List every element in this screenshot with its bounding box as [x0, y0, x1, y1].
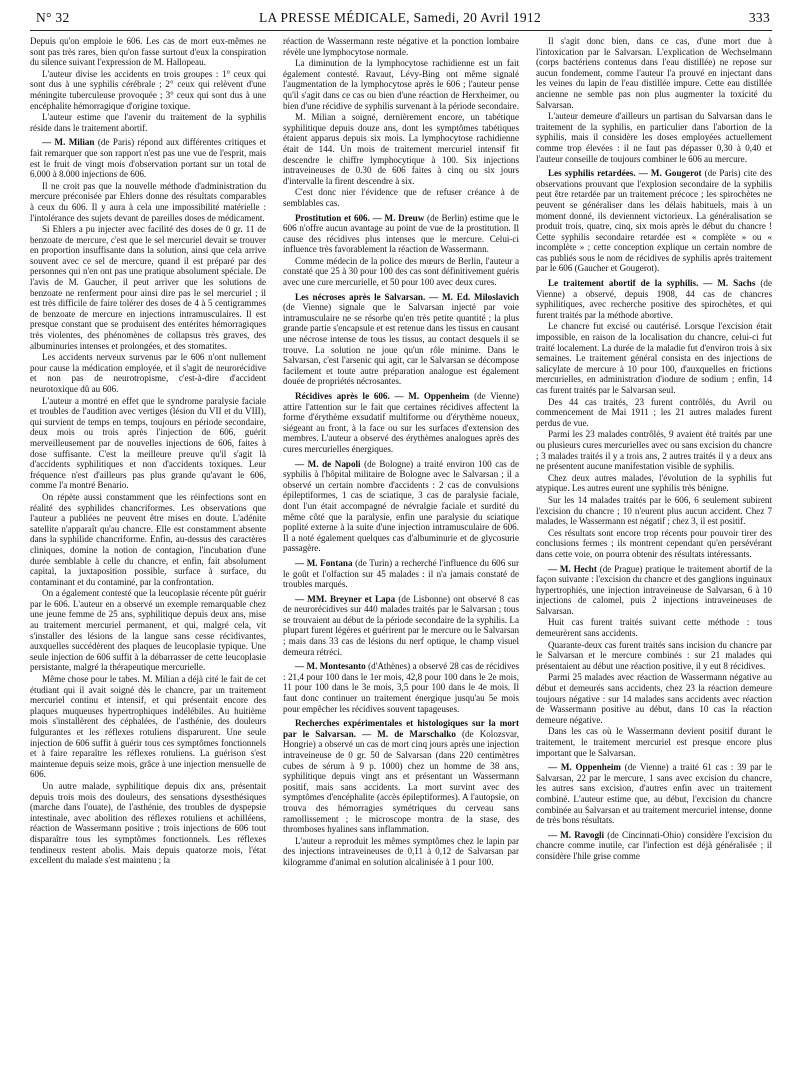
paragraph-text: (de Turin) a recherché l'influence du 606 sur le goût et l'olfaction sur 45 malades : il n'a jamais constaté de troubles marqués. — [283, 557, 519, 590]
section-lead: Prostitution et 606. — M. Dreuw — [295, 212, 425, 223]
paragraph-text: (d'Athènes) a observé 28 cas de récidives : 21,4 pour 100 dans le 1er mois, 42,8 pour 100 dans le 2e mois, 11 pour 100 dans le 3e mois, 3,5 pour 100 dans le 4e mois. Il faut donc continuer un traitement énergique jusqu'au 5e mois pour empêcher les récidives souvent tapageuses. — [283, 661, 519, 714]
paragraph — [283, 112, 519, 186]
paragraph — [536, 321, 772, 395]
paragraph — [283, 558, 519, 590]
section-lead: Les nécroses après le Salvarsan. — M. Ed. Miloslavich — [295, 291, 519, 302]
paragraph-text: (de Prague) pratique le traitement abortif de la façon suivante : l'excision du chancre et des ganglions inguinaux hypertrophiés, une injection intraveineuse de Salvarsan, 6 à 10 injections de calomel, puis 2 injections intraveineuses de Salvarsan. — [536, 563, 772, 616]
paragraph-text: (de Vienne) signale que le Salvarsan injecté par voie intramusculaire ne se résorbe qu'en très petite quantité ; la plus grande partie s'encapsule et est retenue dans les tissus en causant une nécrose intense de tous les tissus, au contact desquels il se trouve. La solution ne joue qu'un rôle minime. Dans le Salvarsan, c'est l'arsenic qui agit, car le Salvarsan se décompose facilement et toute autre préparation analogue est également douée de propriétés nécrosantes. — [283, 302, 519, 387]
section-lead: Les syphilis retardées. — M. Gougerot — [548, 168, 702, 179]
paragraph-text: L'auteur a montré en effet que le syndrome paralysie faciale et troubles de l'audition avec vertiges (lésion du VII et du VIII), qui survient de temps en temps, toujours en période secondaire, deux mois ou trois après l'injection de 606, guérit merveilleusement par de nouvelles injections de 606, faites à dose suffisante. C'est la meilleure preuve qu'il s'agit là d'accidents syphilitiques et non d'accidents toxiques. Leur fréquence n'est d'ailleurs pas plus grande qu'avant le 606, comme l'a montré Benario. — [30, 395, 266, 491]
paragraph-text: (de Bologne) a traité environ 100 cas de syphilis à l'hôpital militaire de Bologne avec le Salvarsan ; il a observé un certain nombre d'accidents : 2 cas de convulsions épileptiformes, 1 cas de sciatique, 3 cas de paralysie faciale, dont l'un était accompagné de névralgie faciale et surdité du même côté que la paralysie, enfin une paralysie du sciatique poplité externe à la suite d'une injection intramusculaire de 606. Il a noté également quelques cas d'albuminurie et de glycosurie passagère. — [283, 458, 519, 554]
paragraph — [30, 224, 266, 351]
paragraph-text: réaction de Wassermann reste négative et la ponction lombaire révèle une lymphocytose normale. — [283, 36, 519, 57]
paragraph-text: Quarante-deux cas furent traités sans incision du chancre par le Salvarsan et le mercure combinés : sur 21 malades qui présentaient au début une réaction positive, il y eut 8 récidives. — [536, 639, 772, 671]
paragraph-text: (de Paris) cite des observations prouvant que l'explosion secondaire de la syphilis peut être retardée par un traitement précoce ; les spirochètes ne peuvent se généraliser dans les délais habituels, mais à un moment donné, ils deviennent victorieux. La généralisation se produit trois, quatre, cinq, six mois après le début du chancre ! Cette syphilis secondaire retardée est « complète » ou « incomplète » ; cette conception explique un certain nombre de cas publiés sous le nom de récidives de syphilis après traitement par le 606 (Gaucher et Gougerot). — [536, 168, 772, 274]
page-number-right: 333 — [748, 10, 770, 25]
section-lead: — M. de Napoli — [295, 458, 361, 469]
section-lead: Récidives après le 606. — M. Oppenheim — [295, 391, 470, 401]
paragraph — [283, 594, 519, 658]
paragraph-text: Comme médecin de la police des mœurs de Berlin, l'auteur a constaté que 25 à 30 pour 100 des cas sont définitivement guéris avec une cure mercurielle, et 50 pour 100 avec deux cures. — [283, 255, 519, 288]
paragraph-text: Ces résultats sont encore trop récents pour pouvoir tirer des conclusions fermes ; ils montrent cependant qu'en persévérant dans cette voie, on pourra obtenir des résultats intéressants. — [536, 527, 772, 559]
paragraph — [283, 718, 519, 835]
paragraph — [283, 213, 519, 255]
section-lead: — M. Milian — [42, 137, 95, 148]
paragraph — [536, 672, 772, 725]
paragraph — [536, 762, 772, 826]
paragraph — [536, 473, 772, 494]
paragraph — [536, 397, 772, 429]
paragraph — [536, 278, 772, 320]
paragraph — [30, 112, 266, 133]
paragraph — [30, 492, 266, 587]
paragraph-text: (de Kolozsvar, Hongrie) a observé un cas de mort cinq jours après une injection intraveineuse de 0 gr. 50 de Salvarsan (dans 220 centimètres cubes de sérum à 9 p. 1000) chez un homme de 38 ans, syphilitique depuis vingt ans et présentant un Wassermann positif, mais sans accidents. La mort survint avec des symptômes d'encéphalite (accès épileptiformes). A l'autopsie, on trouva des hémorragies symétriques du cerveau sans ramollissement ; le microscope montra de la stase, des thromboses hyalines sans inflammation. — [283, 728, 519, 835]
paragraph — [536, 168, 772, 274]
paragraph — [30, 781, 266, 866]
paragraph — [30, 352, 266, 394]
paragraph-text: Sur les 14 malades traités par le 606, 6 seulement subirent l'excision du chancre ; 10 n'eurent plus aucun accident. Chez 7 malades, le Wassermann est négatif ; chez 3, il est positif. — [536, 494, 772, 527]
paragraph-text: (de Vienne) a observé, depuis 1908, 44 cas de chancres syphilitiques, avec recherche positive des spirochètes, et qui furent traités par la méthode abortive. — [536, 278, 772, 320]
paragraph-text: M. Milian a soigné, dernièrement encore, un tabétique syphilitique depuis douze ans, dont les symptômes tabétiques étaient apparus depuis six mois. La lymphocytose rachidienne était de 144. Un mois de traitement mercuriel intensif fit descendre le chiffre lymphocytique à 100. Six injections intraveineuses de 0.30 de 606 faites à cinq ou six jours d'intervalle la firent descendre à six. — [283, 112, 519, 186]
paragraph — [283, 459, 519, 554]
paragraph-text: L'auteur a reproduit les mêmes symptômes chez le lapin par des injections intraveineuses de 0,11 à 0,12 de Salvarsan par kilogramme d'animal en solution alcalinisée à 1 pour 100. — [283, 835, 519, 867]
paragraph-text: Il s'agit donc bien, dans ce cas, d'une mort due à l'intoxication par le Salvarsan. L'explication de Wechselmann (corps bactériens contenus dans l'eau distillée) ne repose sur aucun fondement, comme l'auteur l'a prouvé en injectant dans les veines du lapin de l'eau distillée impure. Cette eau distillée ancienne ne semble pas non plus augmenter la toxicité du Salvarsan. — [536, 36, 772, 110]
paragraph — [283, 58, 519, 111]
paragraph — [283, 292, 519, 387]
page-number-left: N° 32 — [36, 10, 70, 25]
paragraph — [536, 830, 772, 862]
paragraph — [283, 661, 519, 714]
paragraph-text: Chez deux autres malades, l'évolution de la syphilis fut atypique. Les autres eurent une syphilis très bénigne. — [536, 472, 772, 494]
paragraph-text: Il ne croit pas que la nouvelle méthode d'administration du mercure préconisée par Ehlers donne des résultats comparables à ceux du 606. Il y aura à cela une impossibilité matérielle : l'intolérance des sujets devant de pareilles doses de médicament. — [30, 180, 266, 223]
paragraph — [30, 69, 266, 111]
text-column-3 — [536, 36, 772, 1076]
paragraph — [283, 391, 519, 455]
paragraph-text: (de Berlin) estime que le 606 n'offre aucun avantage au point de vue de la prostitution. Il cause des récidives plus intenses que le mercure. Celui-ci influence très favorablement la réaction de Wassermann. — [283, 212, 519, 255]
section-lead: — M. Oppenheim — [548, 762, 621, 773]
paragraph-text: On répète aussi constamment que les réinfections sont en réalité des syphilides chancriformes. Les observations que l'auteur a publiées ne peuvent être mises en doute. L'adénite satellite n'apparaît qu'au chancre. Elle est constamment absente dans la syphilide chancriforme. Enfin, au-dessus des caractères cliniques, domine la notion de contagion, l'incubation d'une durée semblable à celle du chancre, et enfin, fait absolument capital, la juxtaposition possible, surface à surface, du contaminant et du contaminé, par la confrontation. — [30, 491, 266, 587]
paragraph-text: Dans les cas où le Wassermann devient positif durant le traitement, le traitement mercuriel est presque encore plus important que le Salvarsan. — [536, 726, 772, 758]
text-column-1 — [30, 36, 266, 1076]
paragraph — [30, 588, 266, 673]
paragraph-text: (de Cincinnati-Ohio) considère l'excision du chancre comme inutile, car l'infection est déjà généralisée ; il considère l'hile grise comme — [536, 829, 772, 861]
text-column-2 — [283, 36, 519, 1076]
paragraph — [536, 564, 772, 617]
paragraph — [283, 36, 519, 57]
paragraph-text: Si Ehlers a pu injecter avec facilité des doses de 0 gr. 11 de benzoate de mercure, c'est que le sel mercuriel devait se trouver en proportion insuffisante dans la solution, ainsi que cela arrive souvent avec ce sel de mercure, quand il est préparé par des personnes qui n'en ont pas une pratique absolument spéciale. De l'avis de M. Gaucher, il peut arriver que les solutions de benzoate ne renferment pour ainsi dire pas le sel mercuriel ; il est très difficile de faire tolérer des doses de 4 à 5 centigrammes de benzoate de mercure en injections intramusculaires. Il est presque constant que se produisent des entérites hémorragiques très violentes, des phénomènes de collapsus très graves, des albuminuries intenses et prolongées, et des stomatites. — [30, 224, 266, 351]
paragraph — [283, 836, 519, 868]
paragraph-text: Huit cas furent traités suivant cette méthode : tous demeurèrent sans accidents. — [536, 617, 772, 639]
paragraph — [536, 528, 772, 560]
paragraph-text: Parmi les 23 malades contrôlés, 9 avaient été traités par une ou plusieurs cures mercurielles avec ou sans excision du chancre ; 3 malades traités il y a trois ans, 2 autres traités il y a deux ans ne présentent aucune manifestation visible de syphilis. — [536, 429, 772, 472]
paragraph — [536, 617, 772, 638]
paragraph — [536, 111, 772, 164]
paragraph-text: (de Vienne) a traité 61 cas : 39 par le Salvarsan, 22 par le mercure, 1 sans avec excision du chancre, les autres sans excision, d'autres enfin avec un traitement combiné. L'auteur estime que, au début, l'excision du chancre combinée au Salvarsan et au traitement mercuriel intense, donne de très bons résultats. — [536, 762, 772, 826]
paragraph-text: L'auteur demeure d'ailleurs un partisan du Salvarsan dans le traitement de la syphilis, en particulier dans l'abortion de la syphilis, mais il considère les doses employées actuellement comme trop élevées : il ne faut pas dépasser 0,30 à 0,40 et l'auteur conseille de toujours combiner le 606 au mercure. — [536, 111, 772, 164]
section-lead: — MM. Breyner et Lapa — [295, 593, 396, 604]
section-lead: — M. Montesanto — [295, 661, 366, 672]
paragraph — [283, 256, 519, 288]
paragraph — [536, 36, 772, 110]
paragraph-text: C'est donc nier l'évidence que de refuser créance à de semblables cas. — [283, 187, 519, 208]
section-lead: — M. Ravogli — [548, 829, 605, 840]
paragraph-text: Parmi 25 malades avec réaction de Wassermann négative au début et demeurés sans accidents, chez 23 la réaction demeure toujours négative : sur 14 malades sans accidents avec réaction de Wassermann positive au début, dans 10 cas la réaction demeure négative. — [536, 672, 772, 725]
paragraph — [30, 181, 266, 223]
paragraph — [30, 674, 266, 780]
paragraph — [536, 640, 772, 672]
paragraph — [30, 396, 266, 491]
paragraph — [30, 137, 266, 179]
header-rule — [30, 30, 772, 31]
paragraph-text: Les accidents nerveux survenus par le 606 n'ont nullement pour cause la médication employée, et il s'agit de neurorécidive et non pas de neurotropisme, c'est-à-dire d'accident neurotoxique dû au 606. — [30, 352, 266, 394]
paragraph — [536, 495, 772, 527]
journal-title: LA PRESSE MÉDICALE, Samedi, 20 Avril 1912 — [258, 10, 542, 25]
page-header — [28, 8, 772, 28]
paragraph — [283, 187, 519, 208]
paragraph-text: L'auteur estime que l'avenir du traitement de la syphilis réside dans le traitement abortif. — [30, 112, 266, 133]
section-lead: — M. Hecht — [548, 563, 597, 574]
paragraph — [536, 429, 772, 471]
section-lead: — M. Fontana — [295, 557, 353, 568]
paragraph-text: (de Paris) répond aux différentes critiques et fait remarquer que son rapport n'est pas une vue de l'esprit, mais est le fruit de vingt mois d'observation portant sur un total de 6.000 à 8.000 injections de 606. — [30, 137, 266, 180]
paragraph-text: Un autre malade, syphilitique depuis dix ans, présentait depuis trois mois des douleurs, des sensations dysesthésiques (marche dans l'ouate), de l'asthénie, des troubles de dyspepsie intestinale, avec abolition des réflexes rotuliens et achilléens, réaction de Wassermann positive ; trois injections de 606 tout disparaître tous les symptômes fonctionnels. Les réflexes tendineux restent abolis. Mais depuis quatorze mois, l'état excellent du malade s'est maintenu ; la — [30, 780, 266, 866]
section-lead: Recherches expérimentales et histologiques sur la mort par le Salvarsan. — M. de Marschalko — [283, 718, 519, 739]
section-lead: Le traitement abortif de la syphilis. — M. Sachs — [548, 278, 756, 289]
paragraph-text: Des 44 cas traités, 23 furent contrôlés, du Avril ou commencement de Mai 1911 ; les 21 autres malades furent perdus de vue. — [536, 396, 772, 428]
paragraph-text: On a également contesté que la leucoplasie récente pût guérir par le 606. L'auteur en a observé un exemple remarquable chez une jeune femme de 25 ans, syphilitique depuis deux ans, mise au traitement mercuriel permanent, et qui, malgré cela, vit s'installer des lésions de la langue sans cesse récidivantes, auxquelles succédèrent des plaques de leucoplasie typique. Une seule injection de 606 suffit à la débarrasser de cette leucoplasie persistante, malgré la thérapeutique mercurielle. — [30, 588, 266, 673]
paragraph-text: Depuis qu'on emploie le 606. Les cas de mort eux-mêmes ne sont pas très rares, bien qu'on fasse surtout d'eux la conspiration du silence suivant l'expression de M. Hallopeau. — [30, 36, 266, 68]
paragraph-text: L'auteur divise les accidents en trois groupes : 1° ceux qui sont dus à une syphilis cérébrale ; 2° ceux qui relèvent d'une méningite tuberculeuse provoquée ; 3° ceux qui sont dus à une encéphalite hémorragique d'origine toxique. — [30, 68, 266, 111]
paragraph-text: Le chancre fut excisé ou cautérisé. Lorsque l'excision était impossible, en raison de la localisation du chancre, celui-ci fut traité localement. La durée de la maladie fut d'environ trois à six semaines. Le traitement général consista en des injections de salicylate de mercure à 10 pour 100, d'auxquelles en frictions mercurielles, en administration d'iodure de sodium ; enfin, 14 cas furent traités par le Salvarsan seul. — [536, 321, 772, 395]
paragraph-text: (de Lisbonne) ont observé 8 cas de neurorécidives sur 440 malades traités par le Salvarsan ; tous se trouvaient au début de la période secondaire de la syphilis. La plupart furent légères et guérirent par le mercure ou le Salvarsan ; mais dans 33 cas de lésions du nerf optique, le champ visuel demeura rétréci. — [283, 593, 519, 657]
paragraph-text: Même chose pour le tabes. M. Milian a déjà cité le fait de cet étudiant qui il avait soigné dès le chancre, par un traitement mercuriel continu et intensif, et qui présentait encore des plaques muqueuses hypertrophiques indélébiles. Au huitième mois s'installèrent des céphalées, de l'asthénie, des douleurs fulgurantes et les réflexes rotuliens disparurent. Une seule injection de 606 suffit à guérir tous ces symptômes fonctionnels et à faire reparaître les réflexes rotuliens. La guérison s'est maintenue depuis seize mois, grâce à une injection mensuelle de 606. — [30, 674, 266, 780]
paragraph-text: (de Vienne) attire l'attention sur le fait que certaines récidives affectent la forme d'érythème exsudatif multiforme ou d'érythème noueux, siégeant au front, à la face ou sur les surfaces d'extension des membres. L'auteur a observé des érythèmes analogues après des cures mercurielles énergiques. — [283, 391, 519, 454]
paragraph — [30, 36, 266, 68]
paragraph-text: La diminution de la lymphocytose rachidienne est un fait également contesté. Ravaut, Lévy-Bing ont même signalé l'augmentation de la lymphocytose après le 606 ; l'auteur pense qu'il s'agit dans ce cas ou bien d'une réaction de Herxheimer, ou bien d'une récidive de syphilis survenant à la période secondaire. — [283, 58, 519, 111]
paragraph — [536, 726, 772, 758]
